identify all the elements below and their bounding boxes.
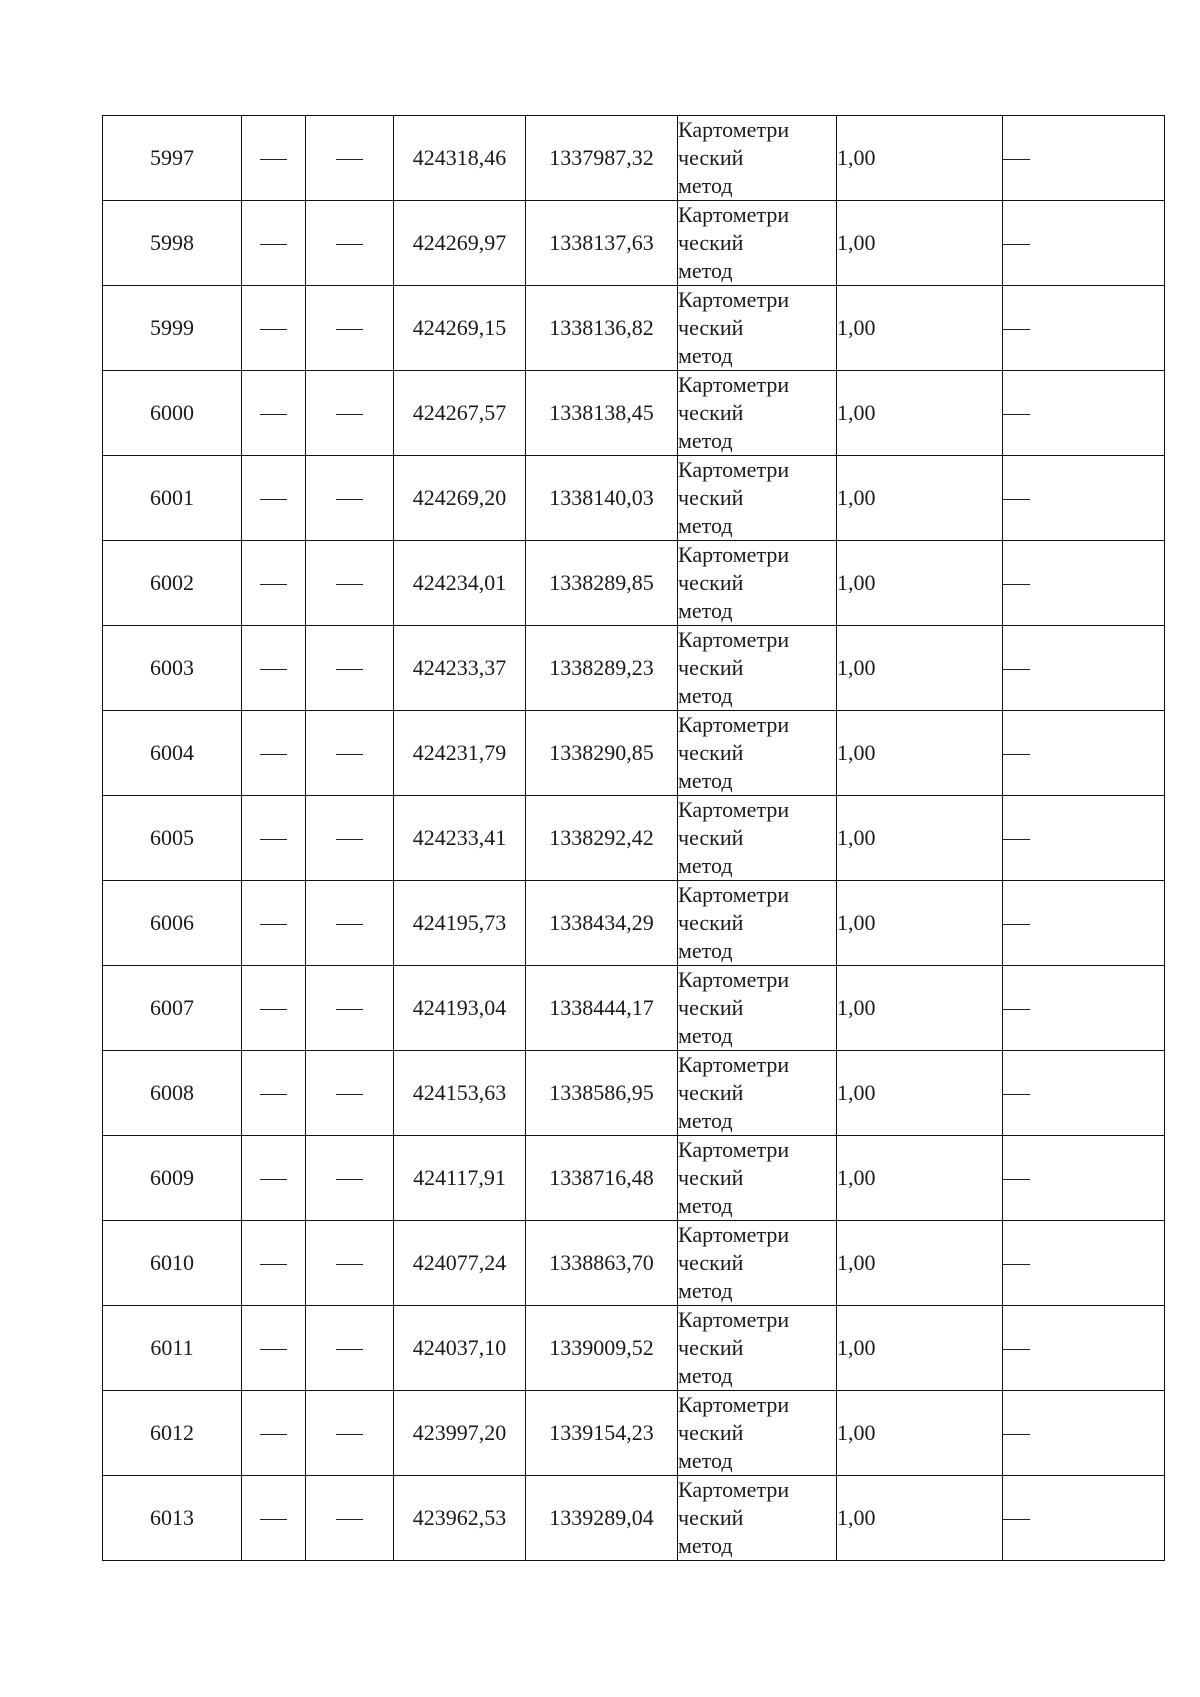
empty-value-cell <box>306 711 394 796</box>
table-row <box>103 1391 1165 1476</box>
method-cell <box>678 116 837 201</box>
dash-text <box>363 569 364 570</box>
table-row <box>103 1476 1165 1561</box>
dash-text <box>363 739 364 740</box>
method-text: Картометри ческий метод <box>678 1222 790 1303</box>
dash-mark <box>1003 1519 1030 1520</box>
x-coordinate-cell: 424037,10 <box>394 1306 526 1391</box>
dash-mark <box>260 159 287 160</box>
y-coordinate-cell: 1338289,85 <box>526 541 678 626</box>
accuracy-cell: 1,00 <box>837 1136 1003 1221</box>
method-cell <box>678 1391 837 1476</box>
y-coordinate-cell: 1338289,23 <box>526 626 678 711</box>
description-cell <box>1003 456 1165 541</box>
point-number-cell: 6011 <box>103 1306 242 1391</box>
table-row <box>103 1051 1165 1136</box>
dash-text <box>363 484 364 485</box>
coordinates-table <box>102 115 1165 1561</box>
dash-text <box>1030 1164 1031 1165</box>
dash-text <box>287 654 288 655</box>
description-cell <box>1003 201 1165 286</box>
empty-value-cell <box>242 1391 306 1476</box>
dash-text <box>1030 994 1031 995</box>
empty-value-cell <box>306 1051 394 1136</box>
dash-mark <box>1003 1179 1030 1180</box>
accuracy-cell: 1,00 <box>837 541 1003 626</box>
empty-value-cell <box>306 1476 394 1561</box>
dash-text <box>363 399 364 400</box>
empty-value-cell <box>306 1306 394 1391</box>
dash-mark <box>336 329 363 330</box>
dash-mark <box>260 924 287 925</box>
method-text: Картометри ческий метод <box>678 287 790 368</box>
description-cell <box>1003 1391 1165 1476</box>
dash-mark <box>336 669 363 670</box>
method-cell <box>678 201 837 286</box>
dash-mark <box>1003 244 1030 245</box>
point-number-cell: 5999 <box>103 286 242 371</box>
dash-mark <box>260 1009 287 1010</box>
dash-text <box>363 1164 364 1165</box>
description-cell <box>1003 881 1165 966</box>
empty-value-cell <box>242 796 306 881</box>
method-text: Картометри ческий метод <box>678 1307 790 1388</box>
empty-value-cell <box>306 286 394 371</box>
table-row <box>103 796 1165 881</box>
description-cell <box>1003 1221 1165 1306</box>
dash-mark <box>1003 499 1030 500</box>
empty-value-cell <box>306 371 394 456</box>
empty-value-cell <box>306 116 394 201</box>
dash-text <box>1030 229 1031 230</box>
empty-value-cell <box>242 1476 306 1561</box>
table-row <box>103 456 1165 541</box>
accuracy-cell: 1,00 <box>837 626 1003 711</box>
dash-text <box>1030 909 1031 910</box>
point-number-cell: 6004 <box>103 711 242 796</box>
dash-mark <box>260 1094 287 1095</box>
accuracy-cell: 1,00 <box>837 116 1003 201</box>
dash-mark <box>336 1009 363 1010</box>
point-number-cell: 6005 <box>103 796 242 881</box>
x-coordinate-cell: 424234,01 <box>394 541 526 626</box>
method-text: Картометри ческий метод <box>678 117 790 198</box>
accuracy-cell: 1,00 <box>837 881 1003 966</box>
x-coordinate-cell: 424233,37 <box>394 626 526 711</box>
accuracy-cell: 1,00 <box>837 371 1003 456</box>
description-cell <box>1003 371 1165 456</box>
table-row <box>103 541 1165 626</box>
empty-value-cell <box>242 371 306 456</box>
method-text: Картометри ческий метод <box>678 1477 790 1558</box>
empty-value-cell <box>242 626 306 711</box>
dash-text <box>287 994 288 995</box>
dash-text <box>363 824 364 825</box>
accuracy-cell: 1,00 <box>837 456 1003 541</box>
dash-text <box>1030 1419 1031 1420</box>
x-coordinate-cell: 424267,57 <box>394 371 526 456</box>
dash-mark <box>1003 1434 1030 1435</box>
table-row <box>103 626 1165 711</box>
method-text: Картометри ческий метод <box>678 967 790 1048</box>
dash-mark <box>260 839 287 840</box>
dash-text <box>363 229 364 230</box>
empty-value-cell <box>242 1136 306 1221</box>
table-row <box>103 116 1165 201</box>
x-coordinate-cell: 424117,91 <box>394 1136 526 1221</box>
x-coordinate-cell: 424193,04 <box>394 966 526 1051</box>
point-number-cell: 6012 <box>103 1391 242 1476</box>
description-cell <box>1003 1136 1165 1221</box>
y-coordinate-cell: 1339154,23 <box>526 1391 678 1476</box>
dash-mark <box>260 329 287 330</box>
empty-value-cell <box>242 116 306 201</box>
dash-mark <box>260 1179 287 1180</box>
method-cell <box>678 286 837 371</box>
accuracy-cell: 1,00 <box>837 1306 1003 1391</box>
dash-text <box>363 654 364 655</box>
dash-text <box>287 569 288 570</box>
description-cell <box>1003 711 1165 796</box>
empty-value-cell <box>306 201 394 286</box>
x-coordinate-cell: 424233,41 <box>394 796 526 881</box>
method-cell <box>678 456 837 541</box>
method-cell <box>678 1051 837 1136</box>
description-cell <box>1003 966 1165 1051</box>
empty-value-cell <box>242 456 306 541</box>
accuracy-cell: 1,00 <box>837 1476 1003 1561</box>
description-cell <box>1003 626 1165 711</box>
table-row <box>103 201 1165 286</box>
point-number-cell: 6010 <box>103 1221 242 1306</box>
dash-mark <box>1003 839 1030 840</box>
dash-mark <box>1003 669 1030 670</box>
x-coordinate-cell: 424231,79 <box>394 711 526 796</box>
point-number-cell: 6008 <box>103 1051 242 1136</box>
dash-text <box>287 1504 288 1505</box>
table-row <box>103 1221 1165 1306</box>
method-cell <box>678 1306 837 1391</box>
empty-value-cell <box>242 541 306 626</box>
accuracy-cell: 1,00 <box>837 286 1003 371</box>
point-number-cell: 5998 <box>103 201 242 286</box>
method-text: Картометри ческий метод <box>678 372 790 453</box>
dash-text <box>1030 1079 1031 1080</box>
dash-text <box>363 1079 364 1080</box>
method-cell <box>678 1221 837 1306</box>
y-coordinate-cell: 1338290,85 <box>526 711 678 796</box>
dash-mark <box>336 1349 363 1350</box>
method-cell <box>678 371 837 456</box>
empty-value-cell <box>242 966 306 1051</box>
dash-text <box>363 1249 364 1250</box>
point-number-cell: 6000 <box>103 371 242 456</box>
dash-text <box>287 229 288 230</box>
empty-value-cell <box>242 1306 306 1391</box>
method-text: Картометри ческий метод <box>678 457 790 538</box>
dash-text <box>287 314 288 315</box>
dash-text <box>287 739 288 740</box>
table-row <box>103 371 1165 456</box>
empty-value-cell <box>306 796 394 881</box>
point-number-cell: 6013 <box>103 1476 242 1561</box>
point-number-cell: 5997 <box>103 116 242 201</box>
y-coordinate-cell: 1338444,17 <box>526 966 678 1051</box>
dash-mark <box>336 924 363 925</box>
dash-mark <box>336 1094 363 1095</box>
point-number-cell: 6002 <box>103 541 242 626</box>
method-cell <box>678 966 837 1051</box>
empty-value-cell <box>242 1051 306 1136</box>
dash-mark <box>260 1434 287 1435</box>
y-coordinate-cell: 1338716,48 <box>526 1136 678 1221</box>
y-coordinate-cell: 1338292,42 <box>526 796 678 881</box>
description-cell <box>1003 1476 1165 1561</box>
dash-mark <box>260 499 287 500</box>
accuracy-cell: 1,00 <box>837 1221 1003 1306</box>
empty-value-cell <box>306 456 394 541</box>
dash-text <box>287 909 288 910</box>
dash-text <box>287 1334 288 1335</box>
accuracy-cell: 1,00 <box>837 966 1003 1051</box>
empty-value-cell <box>306 881 394 966</box>
dash-mark <box>336 1434 363 1435</box>
y-coordinate-cell: 1338586,95 <box>526 1051 678 1136</box>
dash-text <box>1030 1249 1031 1250</box>
description-cell <box>1003 1051 1165 1136</box>
point-number-cell: 6006 <box>103 881 242 966</box>
x-coordinate-cell: 423962,53 <box>394 1476 526 1561</box>
dash-mark <box>1003 1094 1030 1095</box>
dash-mark <box>260 1349 287 1350</box>
method-text: Картометри ческий метод <box>678 1137 790 1218</box>
dash-mark <box>336 754 363 755</box>
dash-text <box>1030 739 1031 740</box>
dash-mark <box>336 584 363 585</box>
dash-mark <box>1003 159 1030 160</box>
empty-value-cell <box>242 201 306 286</box>
dash-text <box>1030 484 1031 485</box>
method-text: Картометри ческий метод <box>678 712 790 793</box>
dash-mark <box>1003 414 1030 415</box>
dash-mark <box>336 1264 363 1265</box>
dash-text <box>1030 569 1031 570</box>
empty-value-cell <box>306 1391 394 1476</box>
dash-text <box>287 1419 288 1420</box>
dash-mark <box>1003 329 1030 330</box>
accuracy-cell: 1,00 <box>837 796 1003 881</box>
dash-mark <box>336 839 363 840</box>
point-number-cell: 6007 <box>103 966 242 1051</box>
accuracy-cell: 1,00 <box>837 1391 1003 1476</box>
point-number-cell: 6001 <box>103 456 242 541</box>
x-coordinate-cell: 424195,73 <box>394 881 526 966</box>
dash-mark <box>1003 1349 1030 1350</box>
method-cell <box>678 881 837 966</box>
method-cell <box>678 541 837 626</box>
empty-value-cell <box>306 626 394 711</box>
description-cell <box>1003 286 1165 371</box>
y-coordinate-cell: 1339289,04 <box>526 1476 678 1561</box>
dash-text <box>287 1079 288 1080</box>
description-cell <box>1003 796 1165 881</box>
accuracy-cell: 1,00 <box>837 1051 1003 1136</box>
dash-mark <box>1003 1264 1030 1265</box>
dash-text <box>287 399 288 400</box>
dash-text <box>363 314 364 315</box>
accuracy-cell: 1,00 <box>837 201 1003 286</box>
dash-mark <box>336 1519 363 1520</box>
method-text: Картометри ческий метод <box>678 202 790 283</box>
method-cell <box>678 1476 837 1561</box>
dash-text <box>1030 399 1031 400</box>
dash-mark <box>260 584 287 585</box>
dash-text <box>363 1504 364 1505</box>
method-text: Картометри ческий метод <box>678 542 790 623</box>
x-coordinate-cell: 423997,20 <box>394 1391 526 1476</box>
dash-mark <box>1003 584 1030 585</box>
dash-text <box>1030 144 1031 145</box>
dash-text <box>1030 1504 1031 1505</box>
x-coordinate-cell: 424077,24 <box>394 1221 526 1306</box>
dash-mark <box>336 414 363 415</box>
method-cell <box>678 1136 837 1221</box>
method-cell <box>678 711 837 796</box>
y-coordinate-cell: 1339009,52 <box>526 1306 678 1391</box>
y-coordinate-cell: 1338434,29 <box>526 881 678 966</box>
dash-text <box>287 1164 288 1165</box>
table-row <box>103 286 1165 371</box>
x-coordinate-cell: 424318,46 <box>394 116 526 201</box>
table-row <box>103 1136 1165 1221</box>
dash-mark <box>1003 754 1030 755</box>
method-text: Картометри ческий метод <box>678 1052 790 1133</box>
description-cell <box>1003 1306 1165 1391</box>
empty-value-cell <box>242 1221 306 1306</box>
method-text: Картометри ческий метод <box>678 1392 790 1473</box>
dash-text <box>1030 824 1031 825</box>
table-row <box>103 711 1165 796</box>
empty-value-cell <box>306 966 394 1051</box>
table-row <box>103 881 1165 966</box>
empty-value-cell <box>306 1136 394 1221</box>
dash-mark <box>260 414 287 415</box>
dash-text <box>287 824 288 825</box>
table-row <box>103 1306 1165 1391</box>
empty-value-cell <box>242 881 306 966</box>
dash-text <box>363 1334 364 1335</box>
x-coordinate-cell: 424269,15 <box>394 286 526 371</box>
point-number-cell: 6003 <box>103 626 242 711</box>
y-coordinate-cell: 1338136,82 <box>526 286 678 371</box>
empty-value-cell <box>306 541 394 626</box>
dash-mark <box>260 669 287 670</box>
x-coordinate-cell: 424153,63 <box>394 1051 526 1136</box>
dash-mark <box>260 754 287 755</box>
empty-value-cell <box>242 711 306 796</box>
dash-mark <box>260 1519 287 1520</box>
dash-mark <box>336 499 363 500</box>
dash-mark <box>260 244 287 245</box>
method-text: Картометри ческий метод <box>678 627 790 708</box>
method-text: Картометри ческий метод <box>678 882 790 963</box>
dash-mark <box>1003 924 1030 925</box>
dash-mark <box>260 1264 287 1265</box>
dash-text <box>363 144 364 145</box>
y-coordinate-cell: 1338137,63 <box>526 201 678 286</box>
description-cell <box>1003 541 1165 626</box>
dash-text <box>363 1419 364 1420</box>
dash-text <box>287 144 288 145</box>
method-cell <box>678 796 837 881</box>
point-number-cell: 6009 <box>103 1136 242 1221</box>
empty-value-cell <box>242 286 306 371</box>
method-cell <box>678 626 837 711</box>
dash-text <box>1030 1334 1031 1335</box>
x-coordinate-cell: 424269,97 <box>394 201 526 286</box>
y-coordinate-cell: 1338140,03 <box>526 456 678 541</box>
dash-text <box>363 994 364 995</box>
accuracy-cell: 1,00 <box>837 711 1003 796</box>
description-cell <box>1003 116 1165 201</box>
x-coordinate-cell: 424269,20 <box>394 456 526 541</box>
method-text: Картометри ческий метод <box>678 797 790 878</box>
y-coordinate-cell: 1337987,32 <box>526 116 678 201</box>
dash-mark <box>336 1179 363 1180</box>
dash-text <box>1030 654 1031 655</box>
dash-text <box>363 909 364 910</box>
dash-mark <box>336 159 363 160</box>
table-row <box>103 966 1165 1051</box>
dash-text <box>287 1249 288 1250</box>
table-body <box>103 116 1165 1561</box>
dash-text <box>287 484 288 485</box>
empty-value-cell <box>306 1221 394 1306</box>
y-coordinate-cell: 1338138,45 <box>526 371 678 456</box>
dash-mark <box>1003 1009 1030 1010</box>
dash-mark <box>336 244 363 245</box>
y-coordinate-cell: 1338863,70 <box>526 1221 678 1306</box>
dash-text <box>1030 314 1031 315</box>
